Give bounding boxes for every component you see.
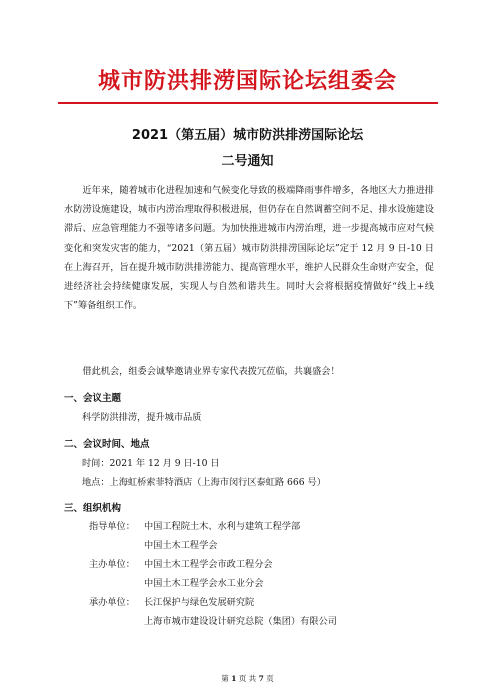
footer-middle: 页 共 bbox=[238, 674, 257, 683]
theme-heading: 一、会议主题 bbox=[64, 393, 122, 404]
time-place-heading: 二、会议时间、地点 bbox=[64, 439, 150, 450]
guidance-unit-1: 中国工程院土木、水利与建筑工程学部 bbox=[144, 521, 301, 532]
organization-heading: 三、组织机构 bbox=[64, 503, 122, 514]
host-unit-1: 中国土木工程学会市政工程分会 bbox=[144, 559, 273, 570]
total-pages: 7 bbox=[258, 674, 264, 683]
undertake-unit-1: 长江保护与绿色发展研究院 bbox=[144, 597, 255, 608]
footer-prefix: 第 bbox=[221, 674, 229, 683]
page-footer bbox=[0, 673, 495, 684]
meeting-time: 时间：2021 年 12 月 9 日-10 日 bbox=[82, 458, 220, 469]
invitation-section bbox=[64, 362, 434, 381]
intro-section bbox=[64, 181, 434, 315]
undertake-label: 承办单位： bbox=[89, 597, 135, 608]
guidance-unit-2: 中国土木工程学会 bbox=[144, 540, 218, 551]
invitation-paragraph: 借此机会，组委会诚挚邀请业界专家代表拨冗莅临，共襄盛会！ bbox=[82, 366, 340, 377]
guidance-label: 指导单位： bbox=[89, 521, 135, 532]
organizer-header: 城市防洪排涝国际论坛组委会 bbox=[97, 69, 397, 94]
footer-suffix: 页 bbox=[266, 674, 274, 683]
theme-content: 科学防洪排涝，提升城市品质 bbox=[82, 412, 202, 423]
document-subtitle: 二号通知 bbox=[221, 154, 274, 169]
meeting-place: 地点：上海虹桥索菲特酒店（上海市闵行区泰虹路 666 号） bbox=[82, 477, 326, 488]
host-unit-2: 中国土木工程学会水工业分会 bbox=[144, 578, 264, 589]
host-label: 主办单位： bbox=[89, 559, 135, 570]
undertake-unit-2: 上海市城市建设设计研究总院（集团）有限公司 bbox=[144, 616, 337, 627]
header-divider bbox=[58, 102, 438, 104]
document-title: 2021（第五届）城市防洪排涝国际论坛 bbox=[131, 128, 364, 143]
page-number: 1 bbox=[231, 674, 237, 683]
intro-paragraph: 近年来，随着城市化进程加速和气候变化导致的极端降雨事件增多，各地区大力推进排水防涝设施建设，城市内涝治理取得积极进展，但仍存在自然调蓄空间不足、排水设施建设滞后、应急管理能力不强等诸多问题。为加快推进城市内涝治理，进一步提高城市应对气候变化和突发灾害的能力，“2021（第五届）城市防洪排涝国际论坛”定于 12 月 9 日-10 日在上海召开，旨在提升城市防洪排涝能力、提高管理水平，维护人民群众生命财产安全，促进经济社会持续健康发展，实现人与自然和谐共生。同时大会将根据疫情做好“线上+线下”筹备组织工作。 bbox=[64, 185, 434, 312]
